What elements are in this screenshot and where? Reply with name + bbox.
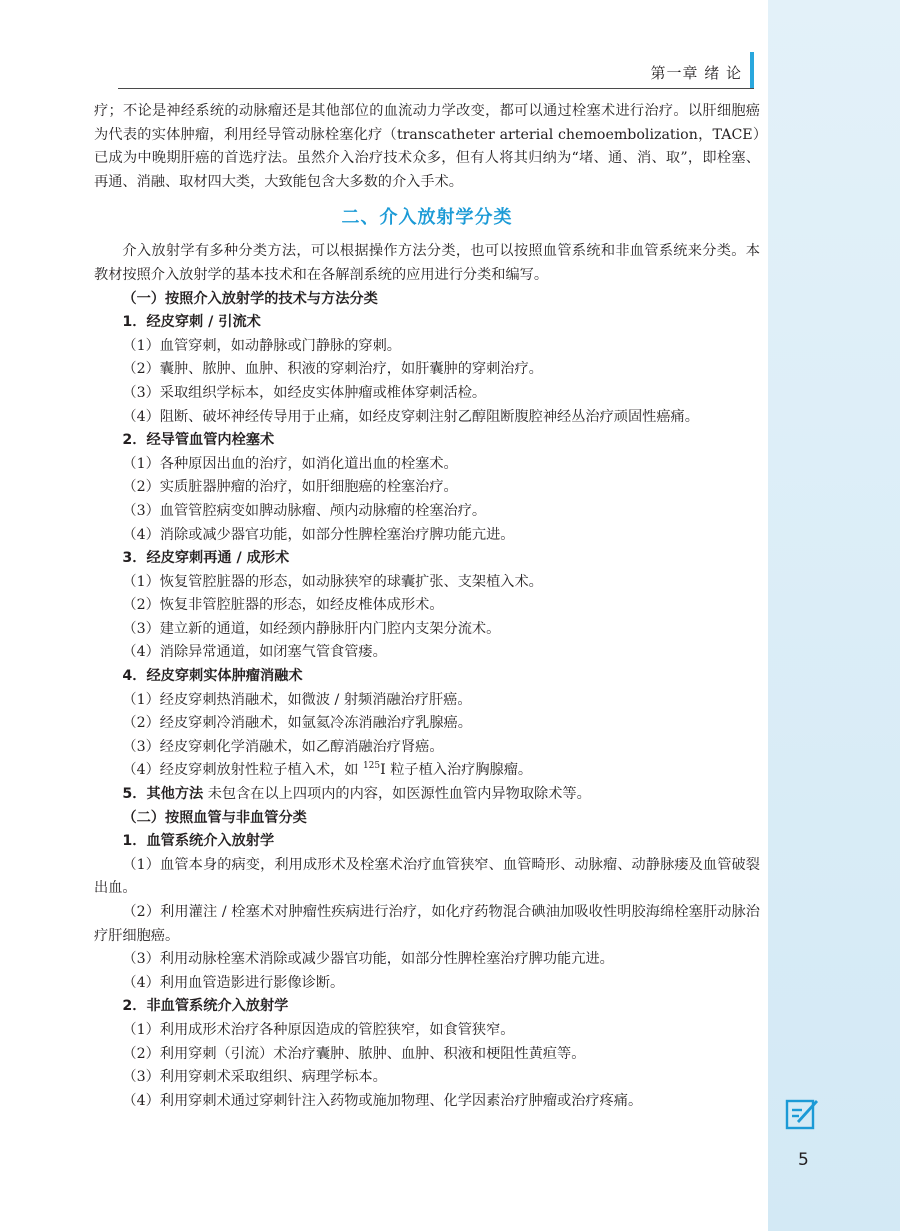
list-item: （4）利用穿刺术通过穿刺针注入药物或施加物理、化学因素治疗肿瘤或治疗疼痛。 [122, 1092, 643, 1109]
group-title-1-4: 4．经皮穿刺实体肿瘤消融术 [122, 668, 303, 685]
list-item: （1）血管穿刺，如动静脉或门静脉的穿刺。 [122, 337, 401, 354]
group-title-2-2: 2．非血管系统介入放射学 [122, 998, 289, 1015]
isotope-mass-number: 125 [362, 761, 381, 772]
list-item: （3）利用穿刺术采取组织、病理学标本。 [122, 1069, 387, 1086]
item-text: I 粒子植入治疗胸腺瘤。 [380, 762, 533, 779]
list-item: （2）实质脏器肿瘤的治疗，如肝细胞癌的栓塞治疗。 [122, 479, 458, 496]
list-item: （3）血管管腔病变如脾动脉瘤、颅内动脉瘤的栓塞治疗。 [122, 502, 487, 519]
list-item: （4）利用血管造影进行影像诊断。 [122, 974, 345, 991]
list-item: （3）采取组织学标本，如经皮实体肿瘤或椎体穿刺活检。 [122, 384, 487, 401]
header-accent-bar [750, 52, 754, 88]
group-title-2-1: 1．血管系统介入放射学 [122, 833, 275, 850]
intro-paragraph: 疗；不论是神经系统的动脉瘤还是其他部位的血流动力学改变，都可以通过栓塞术进行治疗。以肝细胞癌为代表的实体肿瘤，利用经导管动脉栓塞化疗（transcatheter arterial chemoembolization，TACE）已成为中晚期肝癌的首选疗法。虽然介入治疗技术众多，但有人将其归纳为“堵、通、消、取”，即栓塞、再通、消融、取材四大类，大致能包含大多数的介入手术。 [94, 103, 760, 190]
list-item: （3）利用动脉栓塞术消除或减少器官功能，如部分性脾栓塞治疗脾功能亢进。 [122, 951, 614, 968]
group-other-methods [94, 783, 760, 807]
item-text: （4）经皮穿刺放射性粒子植入术，如 [122, 762, 363, 779]
chapter-title: 第一章 绪 论 [650, 64, 742, 82]
group-title-1-3: 3．经皮穿刺再通 / 成形术 [122, 550, 290, 567]
subsection-title-1: （一）按照介入放射学的技术与方法分类 [122, 290, 378, 307]
list-item: （2）利用穿刺（引流）术治疗囊肿、脓肿、血肿、积液和梗阻性黄疸等。 [122, 1045, 586, 1062]
side-band [768, 0, 900, 1231]
list-item: （2）囊肿、脓肿、血肿、积液的穿刺治疗，如肝囊肿的穿刺治疗。 [122, 361, 543, 378]
list-item: （3）经皮穿刺化学消融术，如乙醇消融治疗肾癌。 [122, 738, 444, 755]
subsection-title-2: （二）按照血管与非血管分类 [122, 809, 307, 826]
list-item: （1）经皮穿刺热消融术，如微波 / 射频消融治疗肝癌。 [122, 691, 472, 708]
list-item: （4）消除异常通道，如闭塞气管食管瘘。 [122, 644, 387, 661]
group-title-1-1: 1．经皮穿刺 / 引流术 [122, 314, 261, 331]
page-number: 5 [798, 1150, 809, 1170]
list-item: （1）恢复管腔脏器的形态，如动脉狭窄的球囊扩张、支架植入术。 [122, 573, 543, 590]
group-title-1-2: 2．经导管血管内栓塞术 [122, 432, 275, 449]
note-edit-icon [784, 1096, 820, 1132]
list-item: （2）恢复非管腔脏器的形态，如经皮椎体成形术。 [122, 597, 444, 614]
running-header [118, 60, 754, 89]
list-item-seed-implant [94, 759, 760, 783]
list-item: （2）经皮穿刺冷消融术，如氩氦冷冻消融治疗乳腺癌。 [122, 715, 472, 732]
group-text: 未包含在以上四项内的内容，如医源性血管内异物取除术等。 [203, 786, 591, 803]
section-intro: 介入放射学有多种分类方法，可以根据操作方法分类，也可以按照血管系统和非血管系统来分类。本教材按照介入放射学的基本技术和在各解剖系统的应用进行分类和编写。 [94, 243, 760, 283]
list-item: （4）阻断、破坏神经传导用于止痛，如经皮穿刺注射乙醇阻断腹腔神经丛治疗顽固性癌痛。 [122, 408, 699, 425]
list-item: （3）建立新的通道，如经颈内静脉肝内门腔内支架分流术。 [122, 620, 501, 637]
list-item: （1）各种原因出血的治疗，如消化道出血的栓塞术。 [122, 455, 458, 472]
list-item: （1）利用成形术治疗各种原因造成的管腔狭窄，如食管狭窄。 [122, 1021, 515, 1038]
list-item: （2）利用灌注 / 栓塞术对肿瘤性疾病进行治疗，如化疗药物混合碘油加吸收性明胶海绵栓塞肝动脉治疗肝细胞癌。 [94, 904, 760, 944]
list-item: （1）血管本身的病变，利用成形术及栓塞术治疗血管狭窄、血管畸形、动脉瘤、动静脉瘘及血管破裂出血。 [94, 856, 760, 897]
page-body [94, 100, 760, 1113]
list-item: （4）消除或减少器官功能，如部分性脾栓塞治疗脾功能亢进。 [122, 526, 515, 543]
section-title: 二、介入放射学分类 [341, 207, 513, 229]
group-title-1-5: 5．其他方法 [122, 786, 204, 803]
